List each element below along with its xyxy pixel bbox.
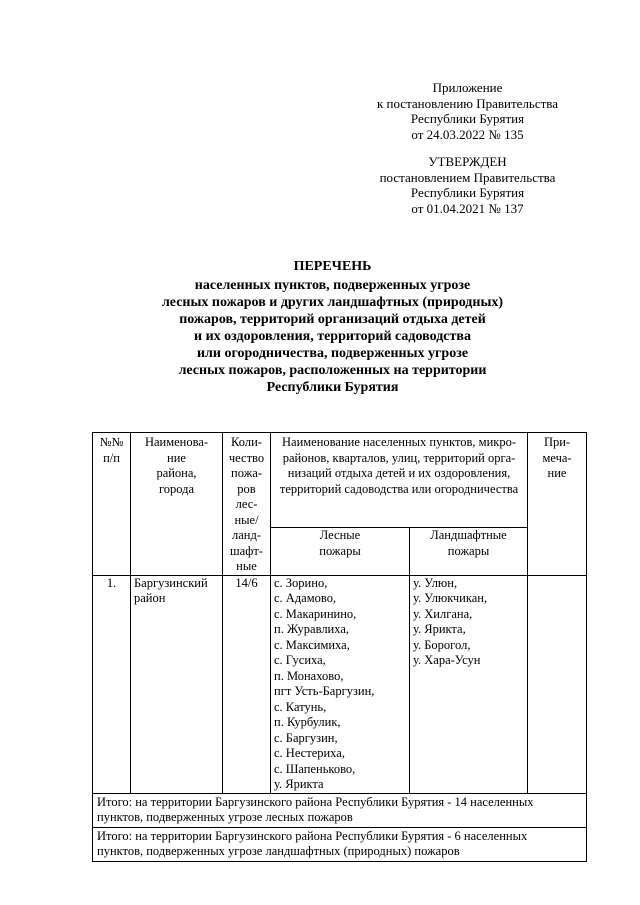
row-num: 1. [93, 575, 131, 793]
title-line: населенных пунктов, подверженных угрозе [194, 278, 471, 293]
header-forest-fires: Лесные пожары [271, 528, 410, 575]
list-item: п. Монахово, [274, 668, 344, 683]
list-item: п. Журавлиха, [274, 622, 349, 636]
title-heading: ПЕРЕЧЕНЬ [293, 259, 372, 274]
list-item: у. Улюкчикан, [413, 591, 488, 605]
row-landscape-list [410, 575, 528, 793]
list-item: с. Максимиха, [274, 637, 350, 652]
list-item: с. Нестериха, [274, 746, 345, 760]
approved-line: от 01.04.2021 № 137 [411, 200, 524, 216]
appendix-line: Приложение [432, 80, 503, 95]
table-header-row [93, 433, 587, 528]
list-item: с. Гусиха, [274, 653, 326, 667]
list-item: у. Борогол, [413, 637, 471, 652]
list-item: п. Курбулик, [274, 715, 341, 729]
list-item: у. Хилгана, [413, 606, 473, 621]
header-num: №№ п/п [93, 433, 131, 576]
table-row [93, 575, 587, 793]
title-line: лесных пожаров, расположенных на территории [178, 363, 487, 378]
list-item: с. Шапеньково, [274, 761, 356, 776]
list-item: с. Катунь, [274, 699, 327, 714]
header-count: Коли- чество пожа- ров лес- ные/ ланд- шафт- ные [223, 433, 271, 576]
title-line: пожаров, территорий организаций отдыха детей [179, 312, 486, 327]
approved-block [360, 154, 575, 216]
list-item: с. Макаринино, [274, 606, 357, 621]
row-note [528, 575, 587, 793]
total-row-landscape [93, 827, 587, 861]
header-district: Наименова- ние района, города [131, 433, 223, 576]
title-line: и их оздоровления, территорий садоводства [194, 329, 471, 344]
list-item: у. Ярикта, [413, 622, 466, 636]
appendix-line: от 24.03.2022 № 135 [411, 126, 524, 142]
total-landscape-text: Итого: на территории Баргузинского района Республики Бурятия - 6 населенных пунктов, подверженных угрозе ландшафтных (природных) пожаров [93, 827, 587, 861]
list-item: у. Улюн, [413, 575, 458, 590]
total-forest-text: Итого: на территории Баргузинского района Республики Бурятия - 14 населенных пунктов, подверженных угрозе лесных пожаров [93, 793, 587, 827]
title-line: Республики Бурятия [266, 380, 399, 395]
approved-line: Республики Бурятия [410, 185, 525, 200]
list-item: у. Ярикта [274, 777, 324, 791]
header-landscape-fires: Ландшафтные пожары [410, 528, 528, 575]
approved-line: постановлением Правительства [379, 169, 556, 185]
row-forest-list [271, 575, 410, 793]
settlements-table [92, 432, 587, 862]
header-names: Наименование населенных пунктов, микро- районов, кварталов, улиц, территорий орга- низаций отдыха детей и их оздоровления, территорий садоводства или огородничества [271, 433, 528, 528]
header-note: При- меча- ние [528, 433, 587, 576]
title-line: или огородничества, подверженных угрозе [196, 346, 469, 361]
list-item: с. Адамово, [274, 591, 337, 605]
row-district: Баргузинский район [131, 575, 223, 793]
appendix-line: Республики Бурятия [410, 111, 525, 126]
approved-line: УТВЕРЖДЕН [428, 154, 507, 169]
list-item: у. Хара-Усун [413, 653, 481, 667]
total-row-forest [93, 793, 587, 827]
appendix-line: к постановлению Правительства [376, 95, 559, 111]
list-item: с. Зорино, [274, 575, 328, 590]
row-count: 14/6 [223, 575, 271, 793]
document-title [100, 258, 565, 396]
list-item: пгт Усть-Баргузин, [274, 684, 375, 698]
appendix-block [360, 80, 575, 142]
title-line: лесных пожаров и других ландшафтных (природных) [161, 295, 504, 310]
list-item: с. Баргузин, [274, 730, 338, 745]
